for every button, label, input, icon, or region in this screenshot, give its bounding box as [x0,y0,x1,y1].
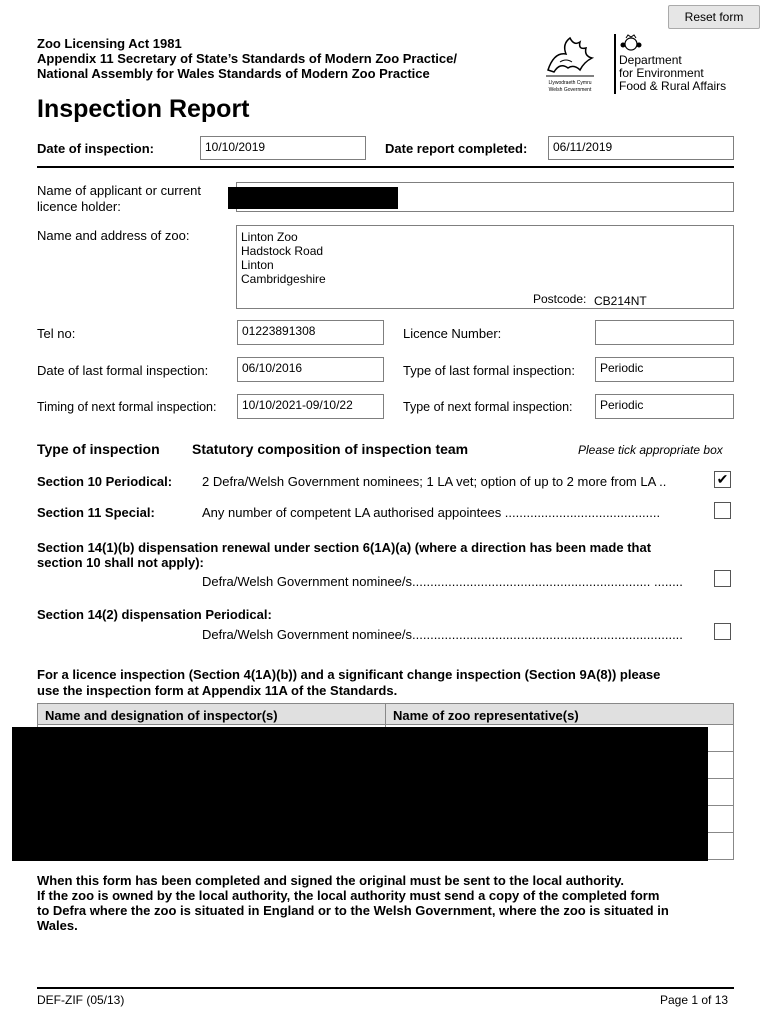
section-14-2-heading: Section 14(2) dispensation Periodical: [37,607,272,622]
applicant-label-line2: licence holder: [37,199,121,214]
header-act-title: Zoo Licensing Act 1981 [37,36,182,51]
zoo-address-line: Linton [241,258,274,272]
last-inspection-date-label: Date of last formal inspection: [37,363,209,378]
type-of-inspection-heading: Type of inspection [37,441,160,457]
page-title: Inspection Report [37,95,250,123]
licence-inspection-note-line1: For a licence inspection (Section 4(1A)(b)) and a significant change inspection (Section 9A(8)) please [37,667,661,682]
zoo-representative-column-header: Name of zoo representative(s) [393,708,579,723]
tick-box-note: Please tick appropriate box [578,443,723,457]
inspector-column-header: Name and designation of inspector(s) [45,708,278,723]
royal-crest-icon [620,34,642,52]
section-11-checkbox[interactable] [714,502,731,519]
completion-note-line3: to Defra where the zoo is situated in England or to the Welsh Government, where the zoo is situated in [37,903,669,918]
postcode-label: Postcode: [533,292,587,306]
section-11-label: Section 11 Special: [37,505,155,520]
completion-note-line1: When this form has been completed and signed the original must be sent to the local authority. [37,873,624,888]
completion-note-line2: If the zoo is owned by the local authority, the local authority must send a copy of the completed form [37,888,660,903]
zoo-address-line: Hadstock Road [241,244,324,258]
defra-text-department: Department [619,53,682,67]
next-inspection-type-field[interactable]: Periodic [595,394,734,419]
dragon-icon [540,32,600,80]
defra-logo [612,34,737,96]
postcode-value: CB214NT [594,294,647,308]
date-report-completed-label: Date report completed: [385,141,528,156]
applicant-label-line1: Name of applicant or current [37,183,202,198]
redacted-applicant-name [228,187,398,209]
section-10-checkbox[interactable]: ✔ [714,471,731,488]
zoo-address-line: Cambridgeshire [241,272,326,286]
section-14-1b-checkbox[interactable] [714,570,731,587]
next-inspection-timing-label: Timing of next formal inspection: [37,400,217,414]
tel-field[interactable]: 01223891308 [237,320,384,345]
statutory-composition-heading: Statutory composition of inspection team [192,441,469,457]
zoo-address-line: Linton Zoo [241,230,298,244]
section-10-text: 2 Defra/Welsh Government nominees; 1 LA vet; option of up to 2 more from LA .. [202,474,667,489]
last-inspection-type-label: Type of last formal inspection: [403,363,575,378]
next-inspection-type-label: Type of next formal inspection: [403,400,573,414]
section-11-text: Any number of competent LA authorised appointees ........................................... [202,505,661,520]
section-14-1b-heading-line1: Section 14(1)(b) dispensation renewal under section 6(1A)(a) (where a direction has been made that [37,540,652,555]
header-appendix-line: Appendix 11 Secretary of State’s Standards of Modern Zoo Practice/ [37,51,457,66]
tel-label: Tel no: [37,326,76,341]
page-number: Page 1 of 13 [660,993,729,1007]
defra-text-food: Food & Rural Affairs [619,79,727,93]
defra-divider [614,34,616,94]
section-14-1b-text: Defra/Welsh Government nominee/s.................................................................. ........ [202,574,683,589]
redacted-inspector-names [12,727,708,861]
welsh-logo-text-2: Welsh Government [548,87,592,93]
section-14-2-checkbox[interactable] [714,623,731,640]
licence-number-label: Licence Number: [403,326,502,341]
date-report-completed-field[interactable]: 06/11/2019 [548,136,734,160]
zoo-address-label: Name and address of zoo: [37,228,190,243]
welsh-logo-text-1: Llywodraeth Cymru [548,80,592,86]
next-inspection-timing-field[interactable]: 10/10/2021-09/10/22 [237,394,384,419]
reset-form-button[interactable]: Reset form [668,5,760,29]
date-of-inspection-field[interactable]: 10/10/2019 [200,136,366,160]
section-14-1b-heading-line2: section 10 shall not apply): [37,555,204,570]
form-code: DEF-ZIF (05/13) [37,993,125,1007]
licence-inspection-note-line2: use the inspection form at Appendix 11A of the Standards. [37,683,398,698]
completion-note-line4: Wales. [37,918,78,933]
defra-text-environment: for Environment [619,66,704,80]
footer-divider [37,987,734,989]
last-inspection-type-field[interactable]: Periodic [595,357,734,382]
header-assembly-line: National Assembly for Wales Standards of Modern Zoo Practice [37,66,430,81]
licence-number-field[interactable] [595,320,734,345]
section-10-label: Section 10 Periodical: [37,474,173,489]
section-divider [37,166,734,168]
section-14-2-text: Defra/Welsh Government nominee/s........................................................................... [202,627,683,642]
welsh-government-logo [540,32,600,94]
date-of-inspection-label: Date of inspection: [37,141,155,156]
last-inspection-date-field[interactable]: 06/10/2016 [237,357,384,382]
zoo-address-field[interactable] [236,225,734,309]
